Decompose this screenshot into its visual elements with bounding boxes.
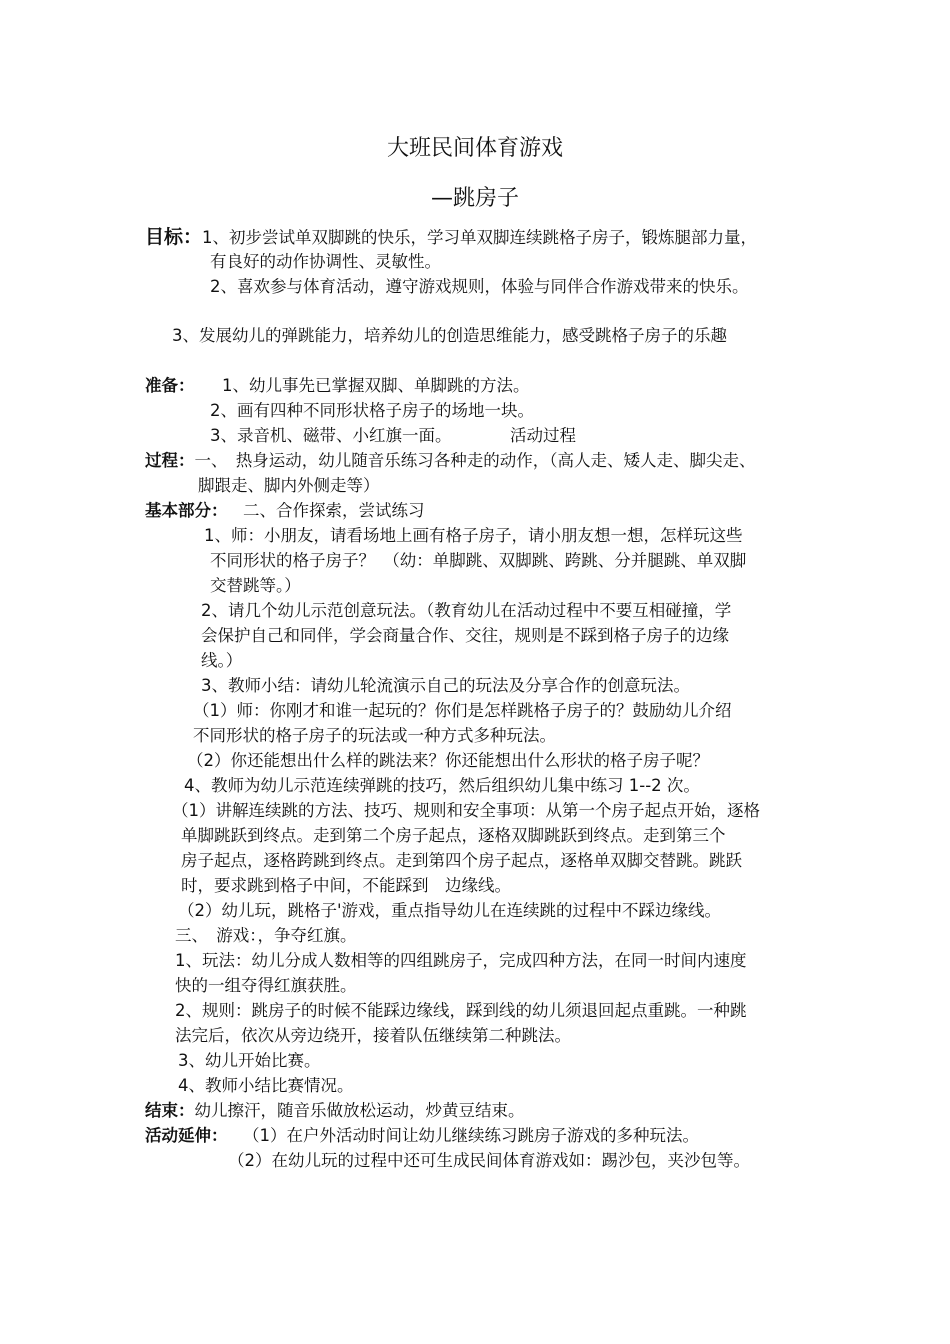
process-text-1: 一、 热身运动，幼儿随音乐练习各种走的动作，（高人走、矮人走、脚尖走、 xyxy=(194,451,756,470)
basic-line-4: 2、请几个幼儿示范创意玩法。（教育幼儿在活动过程中不要互相碰撞，学 xyxy=(201,601,732,620)
prep-line-3b: 活动过程 xyxy=(510,426,576,445)
basic-line-19: 快的一组夺得红旗获胜。 xyxy=(175,976,357,995)
basic-line-5: 会保护自己和同伴，学会商量合作、交往，规则是不踩到格子房子的边缘 xyxy=(201,626,729,645)
basic-line-1: 1、师：小朋友，请看场地上画有格子房子，请小朋友想一想，怎样玩这些 xyxy=(204,526,743,545)
process-label: 过程： xyxy=(145,451,195,470)
basic-line-12: （1）讲解连续跳的方法、技巧、规则和安全事项：从第一个房子起点开始，逐格 xyxy=(172,801,760,820)
basic-line-0: 二、合作探索，尝试练习 xyxy=(243,501,425,520)
end-text: 幼儿擦汗，随音乐做放松运动，炒黄豆结束。 xyxy=(194,1101,525,1120)
basic-line-18: 1、玩法：幼儿分成人数相等的四组跳房子，完成四种方法，在同一时间内速度 xyxy=(175,951,747,970)
basic-line-23: 4、教师小结比赛情况。 xyxy=(178,1076,354,1095)
basic-line-16: （2）幼儿玩，跳格子'游戏，重点指导幼儿在连续跳的过程中不踩边缘线。 xyxy=(178,901,722,920)
process-line-1 xyxy=(145,449,756,473)
basic-line-7: 3、教师小结：请幼儿轮流演示自己的玩法及分享合作的创意玩法。 xyxy=(201,676,690,695)
process-line-2: 脚跟走、脚内外侧走等） xyxy=(198,476,380,495)
basic-line-3: 交替跳等。） xyxy=(210,576,301,595)
basic-line-9: 不同形状的格子房子的玩法或一种方式多种玩法。 xyxy=(193,726,556,745)
document-subtitle: —跳房子 xyxy=(430,186,519,211)
extension-line-2: （2）在幼儿玩的过程中还可生成民间体育游戏如：踢沙包，夹沙包等。 xyxy=(228,1151,750,1170)
goals-line-4: 3、发展幼儿的弹跳能力，培养幼儿的创造思维能力，感受跳格子房子的乐趣 xyxy=(172,326,727,345)
goals-line-1 xyxy=(145,225,757,250)
prep-line-3: 3、录音机、磁带、小红旗一面。 xyxy=(210,426,452,445)
document-title: 大班民间体育游戏 xyxy=(386,136,563,161)
basic-line-6: 线。） xyxy=(201,651,243,670)
goals-label: 目标： xyxy=(145,226,203,248)
prep-line-2: 2、画有四种不同形状格子房子的场地一块。 xyxy=(210,401,534,420)
basic-line-17: 三、 游戏：，争夺红旗。 xyxy=(175,926,357,945)
goals-line-2: 有良好的动作协调性、灵敏性。 xyxy=(210,252,441,271)
end-line xyxy=(145,1099,525,1123)
basic-line-14: 房子起点，逐格跨跳到终点。走到第四个房子起点，逐格单双脚交替跳。跳跃 xyxy=(181,851,742,870)
extension-line-1: （1）在户外活动时间让幼儿继续练习跳房子游戏的多种玩法。 xyxy=(243,1126,699,1145)
basic-label: 基本部分： xyxy=(145,501,228,520)
basic-line-2: 不同形状的格子房子？ （幼：单脚跳、双脚跳、跨跳、分并腿跳、单双脚 xyxy=(210,551,747,570)
basic-line-15: 时，要求跳到格子中间，不能踩到 边缘线。 xyxy=(181,876,511,895)
basic-line-22: 3、幼儿开始比赛。 xyxy=(178,1051,321,1070)
basic-line-21: 法完后，依次从旁边绕开，接着队伍继续第二种跳法。 xyxy=(175,1026,571,1045)
end-label: 结束： xyxy=(145,1101,195,1120)
prep-label: 准备： xyxy=(145,376,195,395)
prep-line-1: 1、幼儿事先已掌握双脚、单脚跳的方法。 xyxy=(222,376,530,395)
basic-line-13: 单脚跳跃到终点。走到第二个房子起点，逐格双脚跳跃到终点。走到第三个 xyxy=(181,826,726,845)
goals-line-3: 2、喜欢参与体育活动，遵守游戏规则，体验与同伴合作游戏带来的快乐。 xyxy=(210,277,749,296)
basic-line-10: （2）你还能想出什么样的跳法来？你还能想出什么形状的格子房子呢？ xyxy=(187,751,709,770)
basic-line-20: 2、规则：跳房子的时候不能踩边缘线，踩到线的幼儿须退回起点重跳。一种跳 xyxy=(175,1001,747,1020)
basic-line-8: （1）师：你刚才和谁一起玩的？你们是怎样跳格子房子的？鼓励幼儿介绍 xyxy=(193,701,732,720)
goals-text-1: 1、初步尝试单双脚跳的快乐，学习单双脚连续跳格子房子，锻炼腿部力量， xyxy=(202,228,758,247)
basic-line-11: 4、教师为幼儿示范连续弹跳的技巧，然后组织幼儿集中练习 1--2 次。 xyxy=(184,776,700,795)
extension-label: 活动延伸： xyxy=(145,1126,228,1145)
